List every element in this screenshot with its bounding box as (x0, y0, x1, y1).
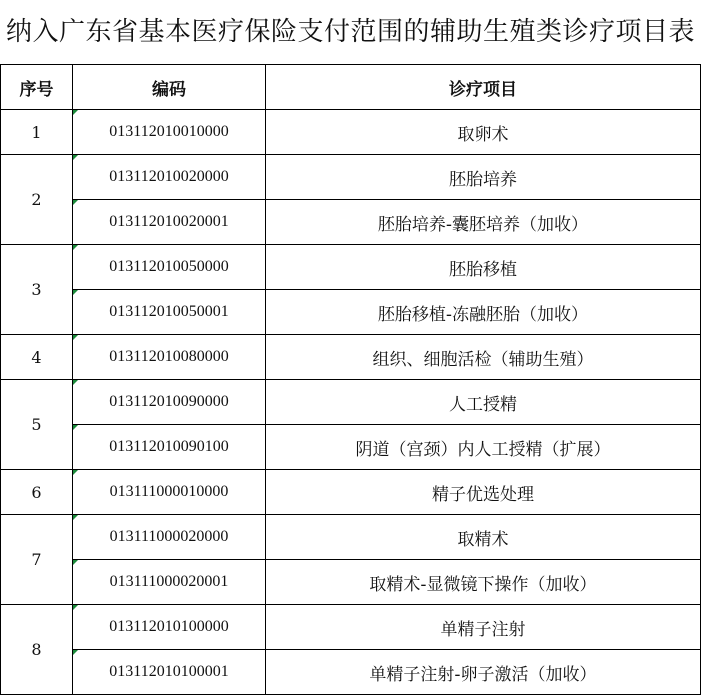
table-row (1, 425, 701, 470)
code-cell: 013112010020000 (73, 155, 266, 200)
item-cell: 单精子注射 (266, 605, 701, 650)
table-row (1, 245, 701, 290)
item-cell: 胚胎移植 (266, 245, 701, 290)
table-row (1, 560, 701, 605)
seq-cell: 6 (1, 470, 73, 515)
header-row (1, 65, 701, 110)
code-cell: 013112010100000 (73, 605, 266, 650)
code-cell: 013112010090000 (73, 380, 266, 425)
seq-cell: 7 (1, 515, 73, 605)
seq-cell: 1 (1, 110, 73, 155)
table-row (1, 335, 701, 380)
seq-cell: 5 (1, 380, 73, 470)
table-row (1, 470, 701, 515)
code-cell: 013112010080000 (73, 335, 266, 380)
code-cell: 013112010010000 (73, 110, 266, 155)
table-body (1, 110, 701, 695)
table-row (1, 110, 701, 155)
seq-cell: 3 (1, 245, 73, 335)
code-cell: 013112010090100 (73, 425, 266, 470)
item-cell: 单精子注射-卵子激活（加收） (266, 650, 701, 695)
item-cell: 精子优选处理 (266, 470, 701, 515)
item-cell: 阴道（宫颈）内人工授精（扩展） (266, 425, 701, 470)
table-header (1, 65, 701, 110)
header-code: 编码 (73, 65, 266, 110)
header-item: 诊疗项目 (266, 65, 701, 110)
table-row (1, 200, 701, 245)
item-cell: 取精术-显微镜下操作（加收） (266, 560, 701, 605)
code-cell: 013112010050001 (73, 290, 266, 335)
item-cell: 取卵术 (266, 110, 701, 155)
code-cell: 013111000010000 (73, 470, 266, 515)
table-row (1, 380, 701, 425)
table-row (1, 290, 701, 335)
table-row (1, 605, 701, 650)
code-cell: 013111000020000 (73, 515, 266, 560)
project-table (0, 64, 701, 695)
item-cell: 胚胎培养 (266, 155, 701, 200)
code-cell: 013112010100001 (73, 650, 266, 695)
seq-cell: 2 (1, 155, 73, 245)
code-cell: 013111000020001 (73, 560, 266, 605)
table-row (1, 650, 701, 695)
item-cell: 胚胎移植-冻融胚胎（加收） (266, 290, 701, 335)
table-row (1, 155, 701, 200)
item-cell: 取精术 (266, 515, 701, 560)
item-cell: 组织、细胞活检（辅助生殖） (266, 335, 701, 380)
page-title: 纳入广东省基本医疗保险支付范围的辅助生殖类诊疗项目表 (5, 17, 695, 47)
seq-cell: 4 (1, 335, 73, 380)
header-seq: 序号 (1, 65, 73, 110)
item-cell: 人工授精 (266, 380, 701, 425)
code-cell: 013112010050000 (73, 245, 266, 290)
item-cell: 胚胎培养-囊胚培养（加收） (266, 200, 701, 245)
code-cell: 013112010020001 (73, 200, 266, 245)
table-row (1, 515, 701, 560)
seq-cell: 8 (1, 605, 73, 695)
